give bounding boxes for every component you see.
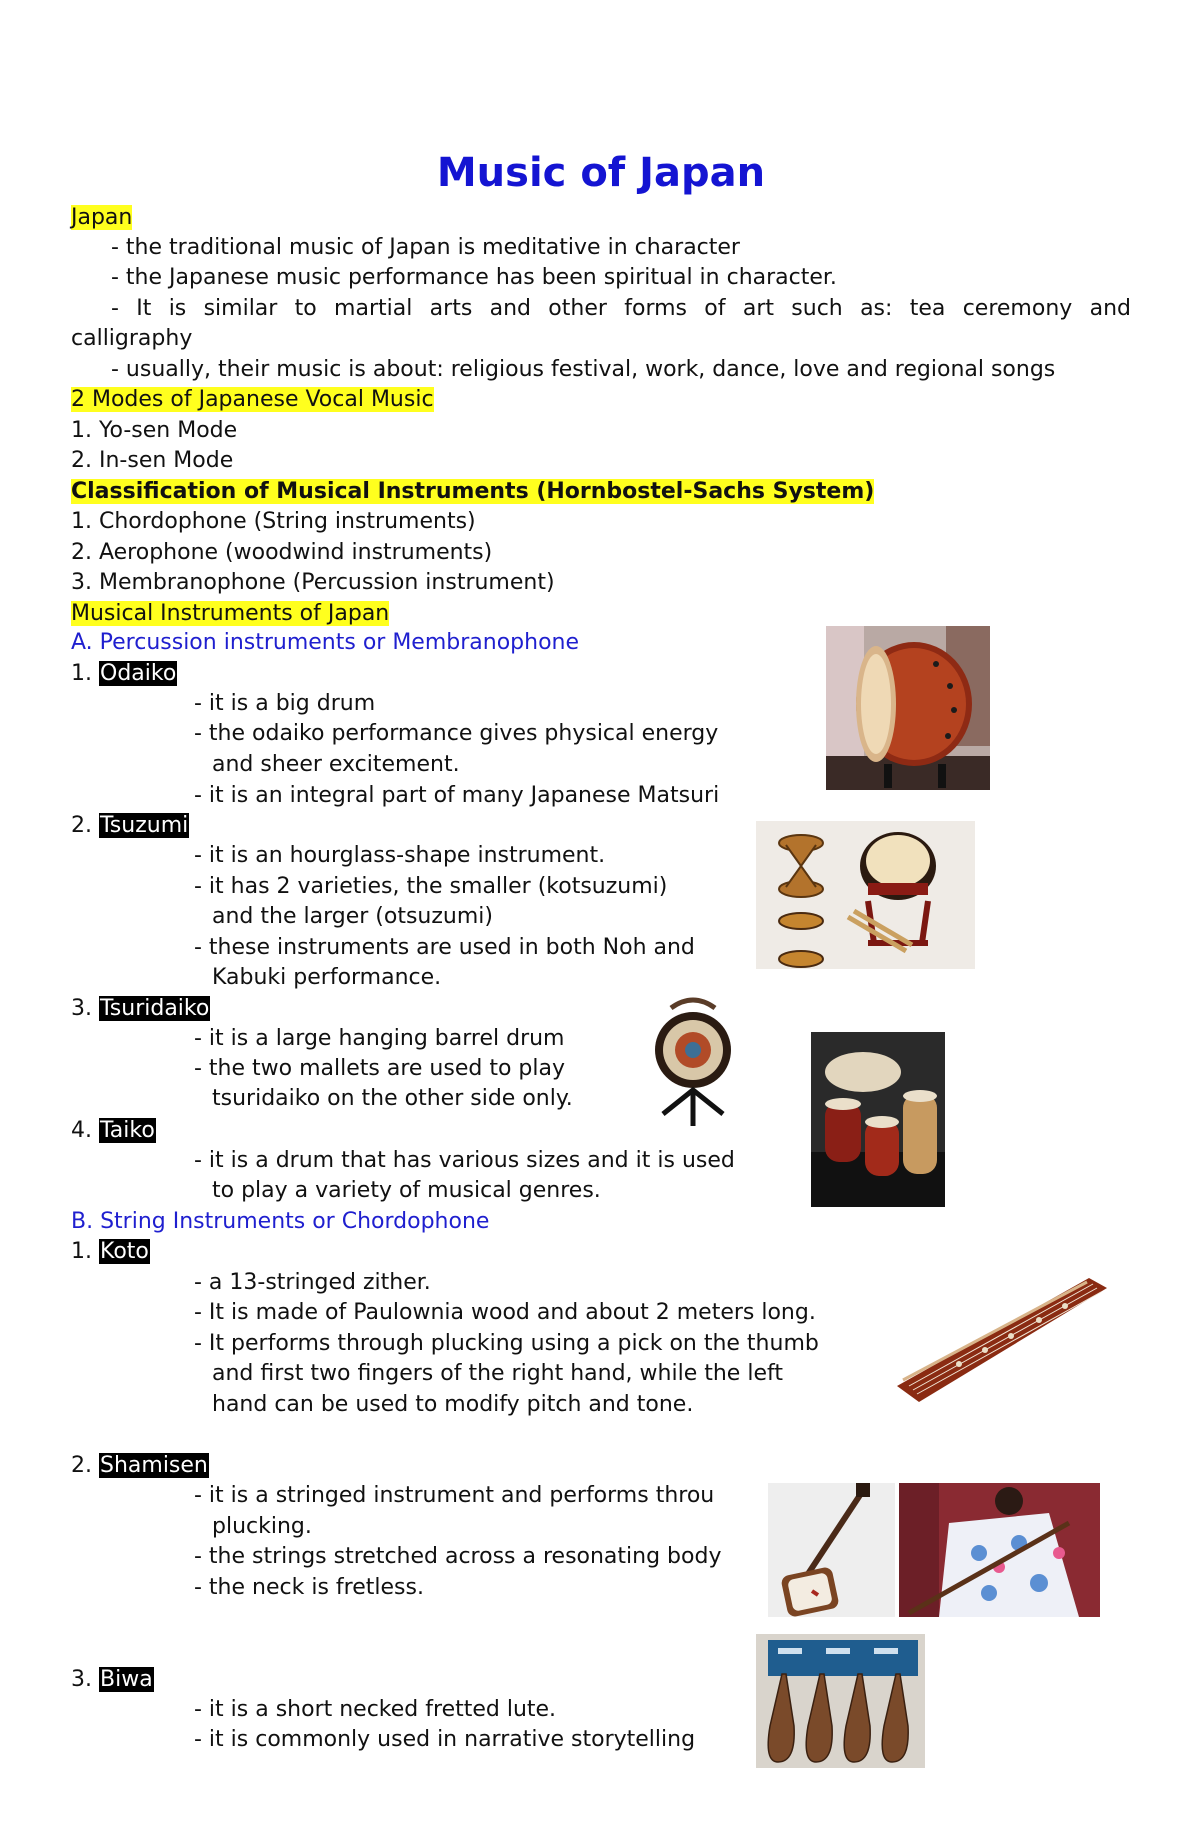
tsuridaiko-line: - the two mallets are used to play: [194, 1056, 565, 1081]
mode-item: 1. Yo-sen Mode: [71, 418, 238, 443]
section-heading-classification: Classification of Musical Instruments (Hornbostel-Sachs System): [71, 479, 875, 504]
tsuridaiko-line: - it is a large hanging barrel drum: [194, 1026, 565, 1051]
tsuridaiko-photo: [649, 994, 737, 1130]
intro-line: - the Japanese music performance has been spiritual in character.: [111, 265, 837, 290]
shamisen-line: - the neck is fretless.: [194, 1575, 424, 1600]
odaiko-photo: [826, 626, 990, 790]
tsuzumi-line: Kabuki performance.: [212, 965, 442, 990]
shamisen-line: - it is a stringed instrument and performs throu: [194, 1483, 715, 1508]
shamisen-line: plucking.: [212, 1514, 312, 1539]
instrument-koto-title: 1. Koto: [71, 1239, 149, 1264]
tsuzumi-line: - it is an hourglass-shape instrument.: [194, 843, 606, 868]
koto-line: and first two fingers of the right hand, while the left: [212, 1361, 783, 1386]
instrument-biwa-title: 3. Biwa: [71, 1667, 153, 1692]
taiko-photo: [811, 1032, 945, 1207]
odaiko-line: - the odaiko performance gives physical energy: [194, 721, 719, 746]
instrument-taiko-title: 4. Taiko: [71, 1118, 155, 1143]
intro-line: - the traditional music of Japan is meditative in character: [111, 235, 740, 260]
instrument-odaiko-title: 1. Odaiko: [71, 661, 177, 686]
shamisen-performer-photo: [899, 1483, 1100, 1617]
intro-line: calligraphy: [71, 326, 193, 351]
koto-line: - It performs through plucking using a pick on the thumb: [194, 1331, 819, 1356]
biwa-line: - it is a short necked fretted lute.: [194, 1697, 557, 1722]
classification-item: 1. Chordophone (String instruments): [71, 509, 476, 534]
koto-line: - It is made of Paulownia wood and about 2 meters long.: [194, 1300, 816, 1325]
shamisen-line: - the strings stretched across a resonating body: [194, 1544, 722, 1569]
tsuridaiko-line: tsuridaiko on the other side only.: [212, 1086, 573, 1111]
instrument-shamisen-title: 2. Shamisen: [71, 1453, 208, 1478]
koto-photo: [889, 1268, 1112, 1412]
tsuzumi-photo: [756, 821, 975, 969]
biwa-photo: [756, 1634, 925, 1768]
tsuzumi-line: and the larger (otsuzumi): [212, 904, 493, 929]
instrument-tsuridaiko-title: 3. Tsuridaiko: [71, 996, 210, 1021]
section-heading-japan: Japan: [71, 205, 133, 230]
intro-line: - usually, their music is about: religious festival, work, dance, love and regional songs: [111, 357, 1056, 382]
taiko-line: - it is a drum that has various sizes and it is used: [194, 1148, 735, 1173]
koto-line: - a 13-stringed zither.: [194, 1270, 431, 1295]
classification-item: 2. Aerophone (woodwind instruments): [71, 540, 493, 565]
mode-item: 2. In-sen Mode: [71, 448, 234, 473]
koto-line: hand can be used to modify pitch and tone.: [212, 1392, 694, 1417]
instrument-tsuzumi-title: 2. Tsuzumi: [71, 813, 189, 838]
odaiko-line: - it is a big drum: [194, 691, 376, 716]
section-heading-modes: 2 Modes of Japanese Vocal Music: [71, 387, 434, 412]
odaiko-line: and sheer excitement.: [212, 752, 460, 777]
odaiko-line: - it is an integral part of many Japanese Matsuri: [194, 783, 720, 808]
subsection-heading-strings: B. String Instruments or Chordophone: [71, 1209, 490, 1234]
tsuzumi-line: - it has 2 varieties, the smaller (kotsuzumi): [194, 874, 668, 899]
taiko-line: to play a variety of musical genres.: [212, 1178, 601, 1203]
intro-line: - It is similar to martial arts and other forms of art such as: tea ceremony and: [111, 296, 1131, 321]
biwa-line: - it is commonly used in narrative storytelling: [194, 1727, 696, 1752]
tsuzumi-line: - these instruments are used in both Noh and: [194, 935, 695, 960]
subsection-heading-percussion: A. Percussion instruments or Membranophone: [71, 630, 580, 655]
classification-item: 3. Membranophone (Percussion instrument): [71, 570, 555, 595]
section-heading-instruments: Musical Instruments of Japan: [71, 601, 390, 626]
shamisen-photo: [768, 1483, 895, 1617]
page-title: Music of Japan: [436, 150, 766, 196]
